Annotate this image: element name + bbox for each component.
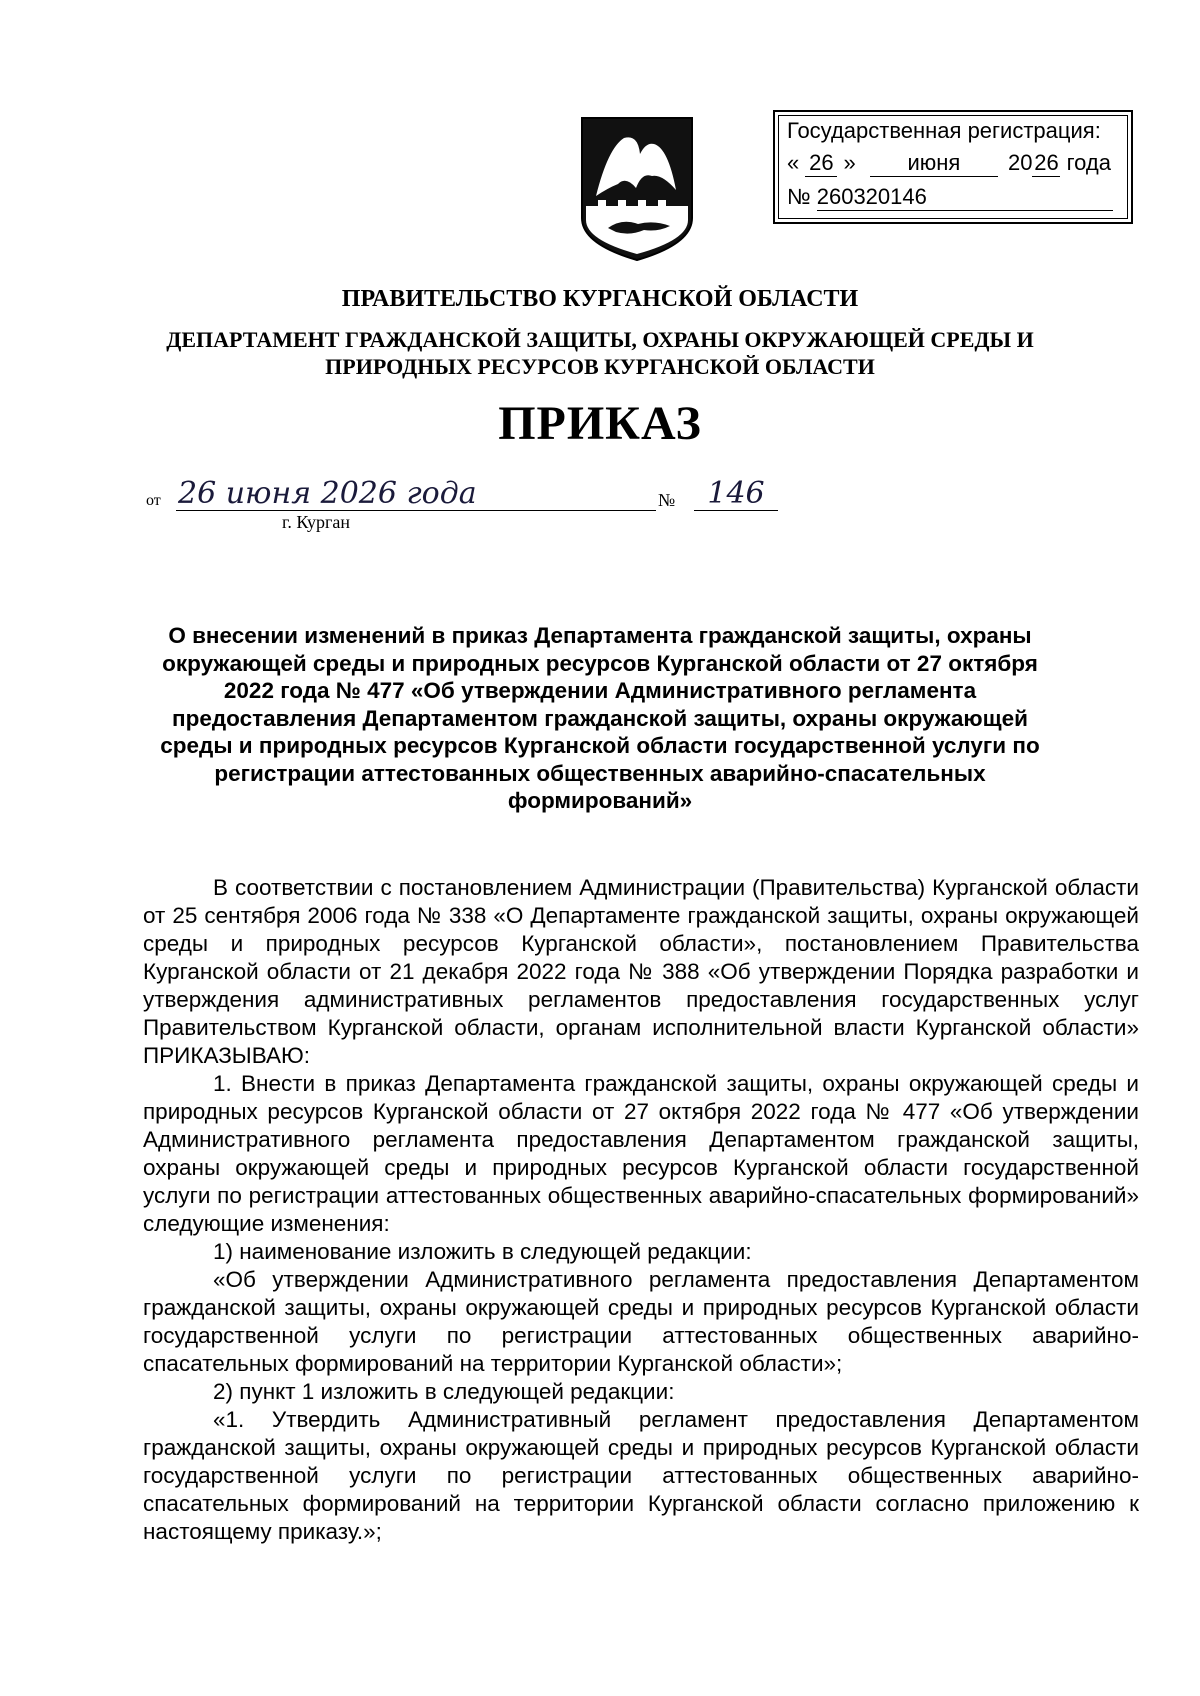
registration-number-row: № 260320146 xyxy=(787,182,1113,212)
registration-year: 26 xyxy=(1034,150,1059,175)
registration-label: Государственная регистрация: xyxy=(787,118,1101,143)
document-title: ПРИКАЗ xyxy=(498,397,702,450)
registration-stamp xyxy=(773,110,1133,224)
body-paragraph-new-title: «Об утверждении Административного регламента предоставления Департаментом гражданской защиты, охраны окружающей среды и природных ресурсов Курганской области государственной услуги по регистрации аттестованных общественных аварийно-спасательных формирований на территории Курганской области»; xyxy=(143,1267,1139,1376)
coat-of-arms-emblem xyxy=(578,114,696,264)
government-name: ПРАВИТЕЛЬСТВО КУРГАНСКОЙ ОБЛАСТИ xyxy=(341,286,859,312)
body-paragraph-subitem-2: 2) пункт 1 изложить в следующей редакции: xyxy=(213,1379,675,1404)
body-paragraph-preamble: В соответствии с постановлением Администрации (Правительства) Курганской области от 25 сентября 2006 года № 338 «О Департаменте гражданской защиты, охраны окружающей среды и природных ресурсов Курганской области», постановлением Правительства Курганской области от 21 декабря 2022 года № 388 «Об утверждении Порядка разработки и утверждения административных регламентов предоставления государственных услуг Правительством Курганской области, органам исполнительной власти Курганской области» ПРИКАЗЫВАЮ: xyxy=(143,875,1139,1068)
registration-day: 26 xyxy=(805,150,837,177)
order-date-number-line: от 26 июня 2026 года № 146 xyxy=(146,478,666,512)
body-paragraph-new-item-1: «1. Утвердить Административный регламент предоставления Департаментом гражданской защиты, охраны окружающей среды и природных ресурсов Курганской области государственной услуги по регистрации аттестованных общественных аварийно-спасательных формирований на территории Курганской области согласно приложению к настоящему приказу.»; xyxy=(143,1407,1139,1544)
body-paragraph-item-1: 1. Внести в приказ Департамента гражданской защиты, охраны окружающей среды и природных ресурсов Курганской области от 27 октября 2022 года № 477 «Об утверждении Административного регламента предоставления Департаментом гражданской защиты, охраны окружающей среды и природных ресурсов Курганской области государственной услуги по регистрации аттестованных общественных аварийно-спасательных формирований» следующие изменения: xyxy=(143,1071,1139,1236)
registration-month: июня xyxy=(870,150,998,177)
registration-date-row: « 26 » июня 2026 года xyxy=(787,150,1111,175)
order-body xyxy=(143,874,1139,1546)
order-date: 26 июня 2026 года xyxy=(176,478,656,511)
order-subject: О внесении изменений в приказ Департамента гражданской защиты, охраны окружающей среды и природных ресурсов Курганской области от 27 октября 2022 года № 477 «Об утверждении Административного регламента предоставления Департаментом гражданской защиты, охраны окружающей среды и природных ресурсов Курганской области государственной услуги по регистрации аттестованных общественных аварийно-спасательных формирований» xyxy=(160,623,1040,813)
registration-number: 260320146 xyxy=(817,184,1113,211)
body-paragraph-subitem-1: 1) наименование изложить в следующей редакции: xyxy=(213,1239,752,1264)
order-number: 146 xyxy=(694,478,778,511)
order-city: г. Курган xyxy=(282,512,351,532)
department-name: ДЕПАРТАМЕНТ ГРАЖДАНСКОЙ ЗАЩИТЫ, ОХРАНЫ ОКРУЖАЮЩЕЙ СРЕДЫ И ПРИРОДНЫХ РЕСУРСОВ КУРГАНСКОЙ ОБЛАСТИ xyxy=(166,327,1034,379)
